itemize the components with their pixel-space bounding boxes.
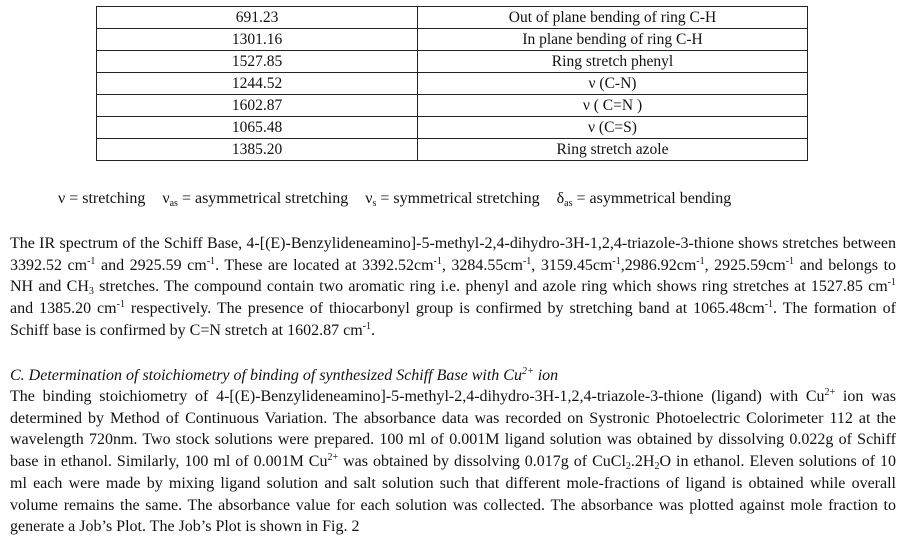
- assignment-cell: Out of plane bending of ring C-H: [418, 7, 808, 29]
- legend-text: = asymmetrical bending: [572, 190, 732, 207]
- ir-assignment-table: [96, 6, 808, 161]
- text-run: O in ethanol. Eleven solutions of 10 ml each were made by mixing ligand solution and salt solution such that different mole-fractions of ligand is obtained while overall volume remains the same. The absorbance value for each solution was collected. The absorbance was plotted against mole fraction to generate a Job’s Plot. The Job’s Plot is shown in Fig. 2: [10, 453, 897, 536]
- table-row: [97, 73, 808, 95]
- superscript: -1: [764, 299, 774, 311]
- subscript: 2: [654, 461, 660, 473]
- legend-stretching: ν = stretching: [58, 190, 146, 207]
- text-run: . These are located at 3392.52cm: [215, 256, 434, 274]
- table-row: [97, 117, 808, 139]
- legend-sym-stretching: [365, 190, 539, 207]
- superscript: 2+: [824, 387, 836, 398]
- legend-text: = asymmetrical stretching: [177, 190, 349, 207]
- table-row: [97, 51, 808, 73]
- superscript: -1: [87, 255, 96, 267]
- table-row: [97, 139, 808, 161]
- text-run: .2H: [630, 453, 655, 471]
- subscript: 2: [625, 461, 631, 473]
- text-run: ion was determined by Method of Continuous Variation. The absorbance data was recorded on Systronic Photoelectric Colorimeter 112 at the wavelength 720nm. Two stock solutions were prepared. 100 ml of 0.001M ligand solution was obtained by dissolving 0.022g of Schiff base in ethanol. Similarly, 100 ml of 0.001M Cu: [10, 388, 896, 471]
- superscript: -1: [696, 255, 705, 267]
- text-run: , 3159.45cm: [531, 256, 613, 274]
- table-row: [97, 95, 808, 117]
- superscript: 2+: [327, 452, 339, 464]
- ir-spectrum-paragraph: [10, 233, 896, 342]
- legend-symbol: ν: [162, 190, 170, 207]
- legend-subscript: as: [564, 198, 573, 209]
- assignment-cell: Ring stretch phenyl: [418, 51, 808, 73]
- wavenumber-cell: 1244.52: [97, 73, 418, 95]
- text-run: was obtained by dissolving 0.017g of CuCl: [338, 453, 626, 471]
- text-run: . The formation of Schiff base is confirmed by C=N stretch at 1602.87 cm: [10, 300, 896, 339]
- text-run: , 2925.59cm: [704, 256, 786, 274]
- text-run: respectively. The presence of thiocarbonyl group is confirmed by stretching band at 1065.48cm: [124, 300, 765, 318]
- wavenumber-cell: 691.23: [97, 7, 418, 29]
- assignment-cell: ν (C=S): [418, 117, 808, 139]
- text-run: The binding stoichiometry of 4-[(E)-Benzylideneamino]-5-methyl-2,4-dihydro-3H-1,2,4-triazole-3-thione (ligand) with Cu: [10, 388, 825, 405]
- table-row: [97, 7, 808, 29]
- legend-symbol: ν: [365, 190, 373, 207]
- legend-subscript: as: [169, 198, 178, 209]
- legend-subscript: s: [372, 198, 377, 209]
- text-run: , 3284.55cm: [441, 256, 523, 274]
- heading-text: C. Determination of stoichiometry of binding of synthesized Schiff Base with Cu: [10, 367, 522, 384]
- superscript: -1: [116, 299, 125, 311]
- text-run: stretches. The compound contain two aromatic ring i.e. phenyl and azole ring which shows ring stretches at 1527.85 cm: [93, 278, 888, 296]
- assignment-cell: In plane bending of ring C-H: [418, 29, 808, 51]
- superscript: -1: [887, 277, 896, 289]
- heading-text: ion: [533, 367, 559, 384]
- superscript: -1: [785, 255, 795, 267]
- superscript: -1: [612, 255, 621, 267]
- table-row: [97, 29, 808, 51]
- wavenumber-cell: 1527.85: [97, 51, 418, 73]
- text-run: The IR spectrum of the Schiff Base, 4-[(E)-Benzylideneamino]-5-methyl-2,4-dihydro-3H-1,2,4-triazole-3-thione shows stretches between 3392.52 cm: [10, 235, 896, 274]
- text-run: and 2925.59 cm: [95, 256, 207, 274]
- wavenumber-cell: 1301.16: [97, 29, 418, 51]
- assignment-cell: Ring stretch azole: [418, 139, 808, 161]
- symbol-legend: [58, 190, 744, 208]
- text-run: and 1385.20 cm: [10, 300, 117, 318]
- text-run: .: [371, 321, 375, 339]
- legend-asym-bending: [557, 190, 732, 207]
- legend-asym-stretching: [162, 190, 348, 207]
- legend-text: = symmetrical stretching: [376, 190, 540, 207]
- superscript: -1: [362, 320, 371, 332]
- text-run: and belongs to NH and CH: [10, 256, 897, 296]
- superscript: -1: [206, 255, 216, 267]
- legend-symbol: δ: [556, 190, 565, 207]
- superscript: -1: [433, 255, 442, 267]
- assignment-cell: ν (C-N): [418, 73, 808, 95]
- assignment-cell: ν ( C=N ): [418, 95, 808, 117]
- superscript: -1: [522, 255, 532, 267]
- text-run: ,2986.92cm: [620, 256, 697, 274]
- superscript: 2+: [521, 366, 534, 377]
- wavenumber-cell: 1065.48: [97, 117, 418, 139]
- subscript: 3: [88, 286, 94, 298]
- wavenumber-cell: 1385.20: [97, 139, 418, 161]
- wavenumber-cell: 1602.87: [97, 95, 418, 117]
- section-heading: [10, 367, 558, 385]
- stoichiometry-paragraph: [10, 386, 896, 538]
